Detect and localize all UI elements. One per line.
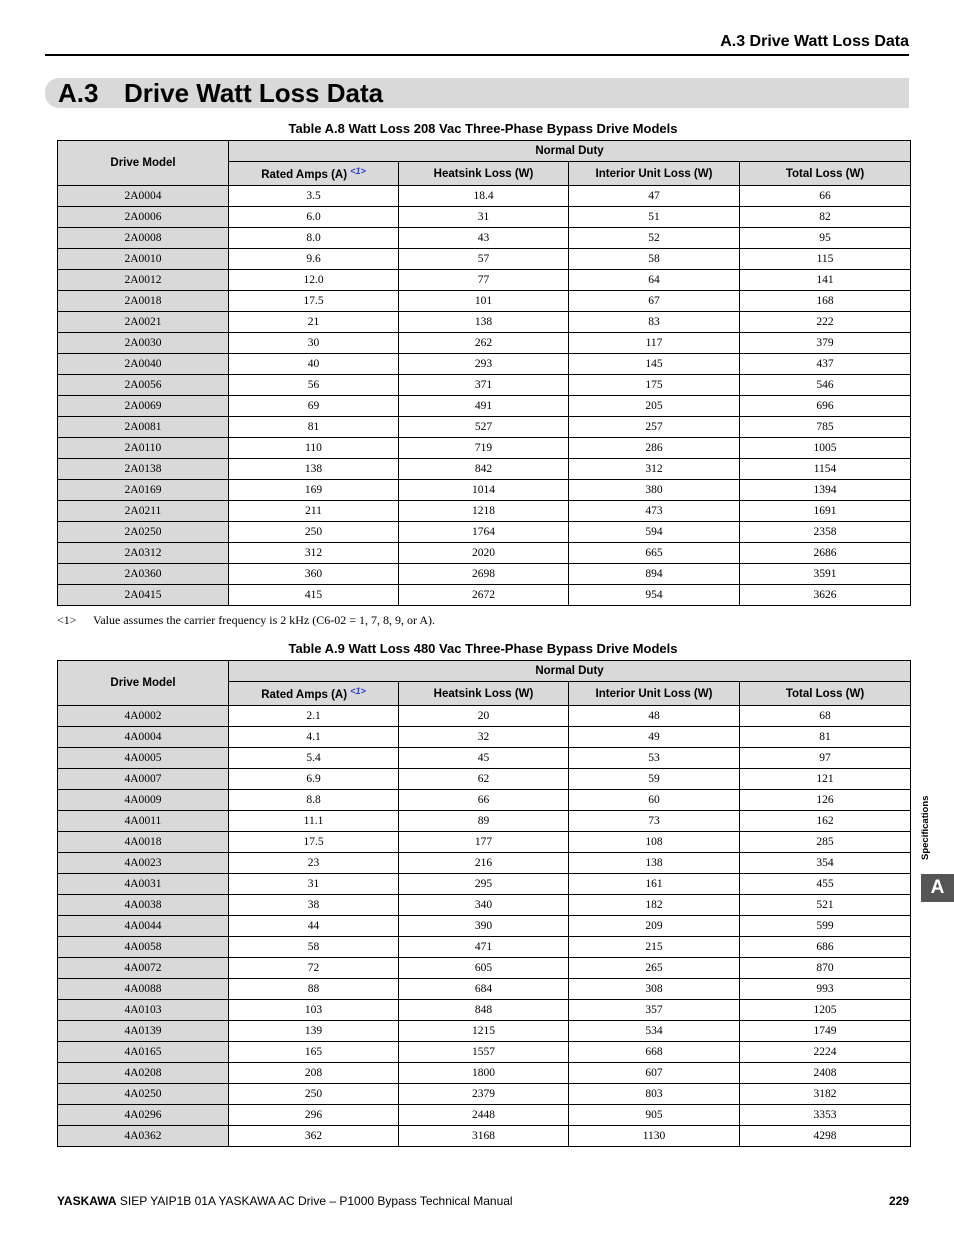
drive-model-cell: 2A0169	[58, 480, 229, 501]
drive-model-cell: 2A0069	[58, 396, 229, 417]
value-cell: 30	[229, 333, 399, 354]
drive-model-cell: 4A0018	[58, 832, 229, 853]
value-cell: 3.5	[229, 186, 399, 207]
drive-model-cell: 2A0006	[58, 207, 229, 228]
value-cell: 1691	[740, 501, 911, 522]
table-row	[58, 979, 911, 1000]
drive-model-cell: 2A0004	[58, 186, 229, 207]
drive-model-cell: 2A0312	[58, 543, 229, 564]
value-cell: 59	[569, 769, 740, 790]
drive-model-cell: 2A0008	[58, 228, 229, 249]
value-cell: 8.8	[229, 790, 399, 811]
value-cell: 53	[569, 748, 740, 769]
drive-model-cell: 2A0110	[58, 438, 229, 459]
value-cell: 455	[740, 874, 911, 895]
column-header-total-loss: Total Loss (W)	[740, 682, 911, 706]
value-cell: 607	[569, 1063, 740, 1084]
value-cell: 182	[569, 895, 740, 916]
table-row	[58, 249, 911, 270]
value-cell: 1154	[740, 459, 911, 480]
drive-model-cell: 4A0038	[58, 895, 229, 916]
drive-model-cell: 2A0018	[58, 291, 229, 312]
value-cell: 44	[229, 916, 399, 937]
value-cell: 66	[399, 790, 569, 811]
value-cell: 73	[569, 811, 740, 832]
table-row	[58, 790, 911, 811]
footnote-text: Value assumes the carrier frequency is 2 kHz (C6-02 = 1, 7, 8, 9, or A).	[93, 613, 436, 627]
value-cell: 546	[740, 375, 911, 396]
value-cell: 103	[229, 1000, 399, 1021]
table-row	[58, 748, 911, 769]
value-cell: 2408	[740, 1063, 911, 1084]
value-cell: 257	[569, 417, 740, 438]
value-cell: 161	[569, 874, 740, 895]
watt-loss-table-208v	[57, 140, 911, 606]
value-cell: 362	[229, 1126, 399, 1147]
table-row	[58, 1042, 911, 1063]
value-cell: 169	[229, 480, 399, 501]
value-cell: 521	[740, 895, 911, 916]
value-cell: 101	[399, 291, 569, 312]
table-row	[58, 459, 911, 480]
value-cell: 138	[569, 853, 740, 874]
value-cell: 18.4	[399, 186, 569, 207]
value-cell: 67	[569, 291, 740, 312]
watt-loss-table-480v	[57, 660, 911, 1147]
value-cell: 594	[569, 522, 740, 543]
value-cell: 2020	[399, 543, 569, 564]
table-row	[58, 1021, 911, 1042]
table-row	[58, 312, 911, 333]
value-cell: 286	[569, 438, 740, 459]
drive-model-cell: 2A0081	[58, 417, 229, 438]
value-cell: 954	[569, 585, 740, 606]
table-row	[58, 895, 911, 916]
value-cell: 216	[399, 853, 569, 874]
value-cell: 77	[399, 270, 569, 291]
value-cell: 312	[569, 459, 740, 480]
value-cell: 2.1	[229, 706, 399, 727]
table-caption-a8: Table A.8 Watt Loss 208 Vac Three-Phase Bypass Drive Models	[288, 121, 678, 136]
table-row	[58, 417, 911, 438]
value-cell: 83	[569, 312, 740, 333]
table-caption-a9: Table A.9 Watt Loss 480 Vac Three-Phase Bypass Drive Models	[288, 641, 678, 656]
footer-text: SIEP YAIP1B 01A YASKAWA AC Drive – P1000 Bypass Technical Manual	[116, 1194, 513, 1208]
value-cell: 60	[569, 790, 740, 811]
value-cell: 81	[229, 417, 399, 438]
value-cell: 12.0	[229, 270, 399, 291]
group-header-normal-duty: Normal Duty	[229, 141, 911, 162]
value-cell: 686	[740, 937, 911, 958]
value-cell: 2358	[740, 522, 911, 543]
section-number: A.3	[58, 78, 99, 108]
drive-model-cell: 2A0056	[58, 375, 229, 396]
value-cell: 68	[740, 706, 911, 727]
column-header-drive-model: Drive Model	[58, 141, 229, 186]
footnote-mark: <1>	[57, 613, 77, 627]
value-cell: 8.0	[229, 228, 399, 249]
value-cell: 23	[229, 853, 399, 874]
value-cell: 3591	[740, 564, 911, 585]
table-row	[58, 769, 911, 790]
value-cell: 2672	[399, 585, 569, 606]
value-cell: 141	[740, 270, 911, 291]
value-cell: 471	[399, 937, 569, 958]
chapter-tab[interactable]: A	[921, 874, 954, 902]
drive-model-cell: 4A0088	[58, 979, 229, 1000]
table-row	[58, 1105, 911, 1126]
table-row	[58, 501, 911, 522]
table-row	[58, 396, 911, 417]
side-label-specifications: Specifications	[920, 795, 931, 860]
value-cell: 121	[740, 769, 911, 790]
value-cell: 894	[569, 564, 740, 585]
value-cell: 20	[399, 706, 569, 727]
header-rule	[45, 54, 909, 56]
value-cell: 205	[569, 396, 740, 417]
column-header-rated-amps	[229, 162, 399, 186]
table-row	[58, 228, 911, 249]
drive-model-cell: 4A0103	[58, 1000, 229, 1021]
value-cell: 1800	[399, 1063, 569, 1084]
table-row	[58, 186, 911, 207]
value-cell: 293	[399, 354, 569, 375]
value-cell: 175	[569, 375, 740, 396]
value-cell: 1005	[740, 438, 911, 459]
value-cell: 222	[740, 312, 911, 333]
rated-amps-label: Rated Amps (A)	[261, 169, 348, 181]
value-cell: 371	[399, 375, 569, 396]
value-cell: 215	[569, 937, 740, 958]
value-cell: 379	[740, 333, 911, 354]
drive-model-cell: 2A0021	[58, 312, 229, 333]
table-row	[58, 522, 911, 543]
value-cell: 3353	[740, 1105, 911, 1126]
column-header-heatsink-loss: Heatsink Loss (W)	[399, 682, 569, 706]
drive-model-cell: 4A0005	[58, 748, 229, 769]
value-cell: 177	[399, 832, 569, 853]
value-cell: 6.9	[229, 769, 399, 790]
value-cell: 64	[569, 270, 740, 291]
value-cell: 296	[229, 1105, 399, 1126]
column-header-interior-unit-loss: Interior Unit Loss (W)	[569, 682, 740, 706]
value-cell: 162	[740, 811, 911, 832]
value-cell: 11.1	[229, 811, 399, 832]
drive-model-cell: 2A0360	[58, 564, 229, 585]
drive-model-cell: 2A0138	[58, 459, 229, 480]
value-cell: 870	[740, 958, 911, 979]
table-row	[58, 1126, 911, 1147]
value-cell: 415	[229, 585, 399, 606]
value-cell: 4.1	[229, 727, 399, 748]
value-cell: 473	[569, 501, 740, 522]
value-cell: 285	[740, 832, 911, 853]
value-cell: 138	[399, 312, 569, 333]
table-row	[58, 438, 911, 459]
value-cell: 262	[399, 333, 569, 354]
drive-model-cell: 4A0031	[58, 874, 229, 895]
footnote-ref-link[interactable]: <1>	[350, 686, 366, 696]
value-cell: 6.0	[229, 207, 399, 228]
drive-model-cell: 4A0072	[58, 958, 229, 979]
value-cell: 1205	[740, 1000, 911, 1021]
value-cell: 82	[740, 207, 911, 228]
value-cell: 696	[740, 396, 911, 417]
footer-manual-title	[57, 1194, 513, 1208]
value-cell: 1130	[569, 1126, 740, 1147]
group-header-normal-duty: Normal Duty	[229, 661, 911, 682]
value-cell: 1215	[399, 1021, 569, 1042]
value-cell: 665	[569, 543, 740, 564]
value-cell: 684	[399, 979, 569, 1000]
drive-model-cell: 2A0012	[58, 270, 229, 291]
table-row	[58, 811, 911, 832]
table-row	[58, 543, 911, 564]
value-cell: 72	[229, 958, 399, 979]
column-header-heatsink-loss: Heatsink Loss (W)	[399, 162, 569, 186]
value-cell: 250	[229, 1084, 399, 1105]
table-row	[58, 564, 911, 585]
value-cell: 605	[399, 958, 569, 979]
value-cell: 31	[399, 207, 569, 228]
value-cell: 719	[399, 438, 569, 459]
value-cell: 2686	[740, 543, 911, 564]
table-row	[58, 916, 911, 937]
value-cell: 380	[569, 480, 740, 501]
column-header-interior-unit-loss: Interior Unit Loss (W)	[569, 162, 740, 186]
value-cell: 89	[399, 811, 569, 832]
value-cell: 668	[569, 1042, 740, 1063]
value-cell: 803	[569, 1084, 740, 1105]
drive-model-cell: 2A0250	[58, 522, 229, 543]
value-cell: 250	[229, 522, 399, 543]
table-row	[58, 207, 911, 228]
column-header-total-loss: Total Loss (W)	[740, 162, 911, 186]
drive-model-cell: 4A0165	[58, 1042, 229, 1063]
drive-model-cell: 4A0296	[58, 1105, 229, 1126]
value-cell: 56	[229, 375, 399, 396]
table-row	[58, 375, 911, 396]
drive-model-cell: 4A0023	[58, 853, 229, 874]
table-body	[58, 186, 911, 606]
drive-model-cell: 2A0040	[58, 354, 229, 375]
footnote-ref-link[interactable]: <1>	[350, 166, 366, 176]
value-cell: 81	[740, 727, 911, 748]
value-cell: 2379	[399, 1084, 569, 1105]
drive-model-cell: 4A0139	[58, 1021, 229, 1042]
value-cell: 208	[229, 1063, 399, 1084]
value-cell: 2698	[399, 564, 569, 585]
table-row	[58, 585, 911, 606]
value-cell: 43	[399, 228, 569, 249]
value-cell: 340	[399, 895, 569, 916]
value-cell: 209	[569, 916, 740, 937]
value-cell: 9.6	[229, 249, 399, 270]
value-cell: 390	[399, 916, 569, 937]
table-row	[58, 958, 911, 979]
footnote	[57, 613, 435, 628]
value-cell: 265	[569, 958, 740, 979]
value-cell: 47	[569, 186, 740, 207]
value-cell: 534	[569, 1021, 740, 1042]
value-cell: 95	[740, 228, 911, 249]
value-cell: 31	[229, 874, 399, 895]
table-row	[58, 1084, 911, 1105]
value-cell: 32	[399, 727, 569, 748]
value-cell: 145	[569, 354, 740, 375]
value-cell: 58	[569, 249, 740, 270]
table-row	[58, 937, 911, 958]
value-cell: 3182	[740, 1084, 911, 1105]
value-cell: 842	[399, 459, 569, 480]
value-cell: 599	[740, 916, 911, 937]
value-cell: 848	[399, 1000, 569, 1021]
rated-amps-label: Rated Amps (A)	[261, 689, 348, 701]
value-cell: 62	[399, 769, 569, 790]
value-cell: 5.4	[229, 748, 399, 769]
value-cell: 88	[229, 979, 399, 1000]
value-cell: 115	[740, 249, 911, 270]
page-number: 229	[888, 1194, 909, 1208]
value-cell: 38	[229, 895, 399, 916]
value-cell: 993	[740, 979, 911, 1000]
value-cell: 97	[740, 748, 911, 769]
table-row	[58, 874, 911, 895]
value-cell: 126	[740, 790, 911, 811]
footer-brand: YASKAWA	[57, 1194, 117, 1208]
value-cell: 2224	[740, 1042, 911, 1063]
table-row	[58, 853, 911, 874]
value-cell: 138	[229, 459, 399, 480]
table-body	[58, 706, 911, 1147]
value-cell: 354	[740, 853, 911, 874]
table-row	[58, 291, 911, 312]
value-cell: 4298	[740, 1126, 911, 1147]
value-cell: 17.5	[229, 291, 399, 312]
value-cell: 312	[229, 543, 399, 564]
value-cell: 1394	[740, 480, 911, 501]
table-row	[58, 832, 911, 853]
drive-model-cell: 2A0010	[58, 249, 229, 270]
drive-model-cell: 4A0007	[58, 769, 229, 790]
value-cell: 52	[569, 228, 740, 249]
value-cell: 1764	[399, 522, 569, 543]
value-cell: 357	[569, 1000, 740, 1021]
value-cell: 1557	[399, 1042, 569, 1063]
drive-model-cell: 4A0011	[58, 811, 229, 832]
column-header-drive-model: Drive Model	[58, 661, 229, 706]
value-cell: 905	[569, 1105, 740, 1126]
table-row	[58, 480, 911, 501]
value-cell: 49	[569, 727, 740, 748]
drive-model-cell: 4A0250	[58, 1084, 229, 1105]
drive-model-cell: 2A0415	[58, 585, 229, 606]
drive-model-cell: 4A0362	[58, 1126, 229, 1147]
value-cell: 40	[229, 354, 399, 375]
value-cell: 58	[229, 937, 399, 958]
value-cell: 110	[229, 438, 399, 459]
drive-model-cell: 4A0058	[58, 937, 229, 958]
drive-model-cell: 4A0208	[58, 1063, 229, 1084]
value-cell: 2448	[399, 1105, 569, 1126]
value-cell: 66	[740, 186, 911, 207]
value-cell: 117	[569, 333, 740, 354]
value-cell: 69	[229, 396, 399, 417]
value-cell: 3626	[740, 585, 911, 606]
value-cell: 308	[569, 979, 740, 1000]
value-cell: 3168	[399, 1126, 569, 1147]
column-header-rated-amps	[229, 682, 399, 706]
running-head: A.3 Drive Watt Loss Data	[720, 33, 909, 50]
drive-model-cell: 4A0002	[58, 706, 229, 727]
table-row	[58, 706, 911, 727]
value-cell: 48	[569, 706, 740, 727]
value-cell: 1218	[399, 501, 569, 522]
table-row	[58, 1063, 911, 1084]
drive-model-cell: 4A0009	[58, 790, 229, 811]
value-cell: 17.5	[229, 832, 399, 853]
value-cell: 785	[740, 417, 911, 438]
value-cell: 108	[569, 832, 740, 853]
value-cell: 21	[229, 312, 399, 333]
value-cell: 437	[740, 354, 911, 375]
value-cell: 1749	[740, 1021, 911, 1042]
value-cell: 1014	[399, 480, 569, 501]
value-cell: 51	[569, 207, 740, 228]
value-cell: 45	[399, 748, 569, 769]
value-cell: 139	[229, 1021, 399, 1042]
section-title-text: Drive Watt Loss Data	[124, 78, 384, 108]
value-cell: 360	[229, 564, 399, 585]
value-cell: 295	[399, 874, 569, 895]
drive-model-cell: 2A0030	[58, 333, 229, 354]
table-row	[58, 727, 911, 748]
table-row	[58, 1000, 911, 1021]
value-cell: 527	[399, 417, 569, 438]
drive-model-cell: 4A0004	[58, 727, 229, 748]
table-row	[58, 270, 911, 291]
value-cell: 57	[399, 249, 569, 270]
drive-model-cell: 2A0211	[58, 501, 229, 522]
section-title	[58, 78, 383, 108]
value-cell: 165	[229, 1042, 399, 1063]
drive-model-cell: 4A0044	[58, 916, 229, 937]
table-row	[58, 333, 911, 354]
table-row	[58, 354, 911, 375]
value-cell: 211	[229, 501, 399, 522]
value-cell: 491	[399, 396, 569, 417]
value-cell: 168	[740, 291, 911, 312]
